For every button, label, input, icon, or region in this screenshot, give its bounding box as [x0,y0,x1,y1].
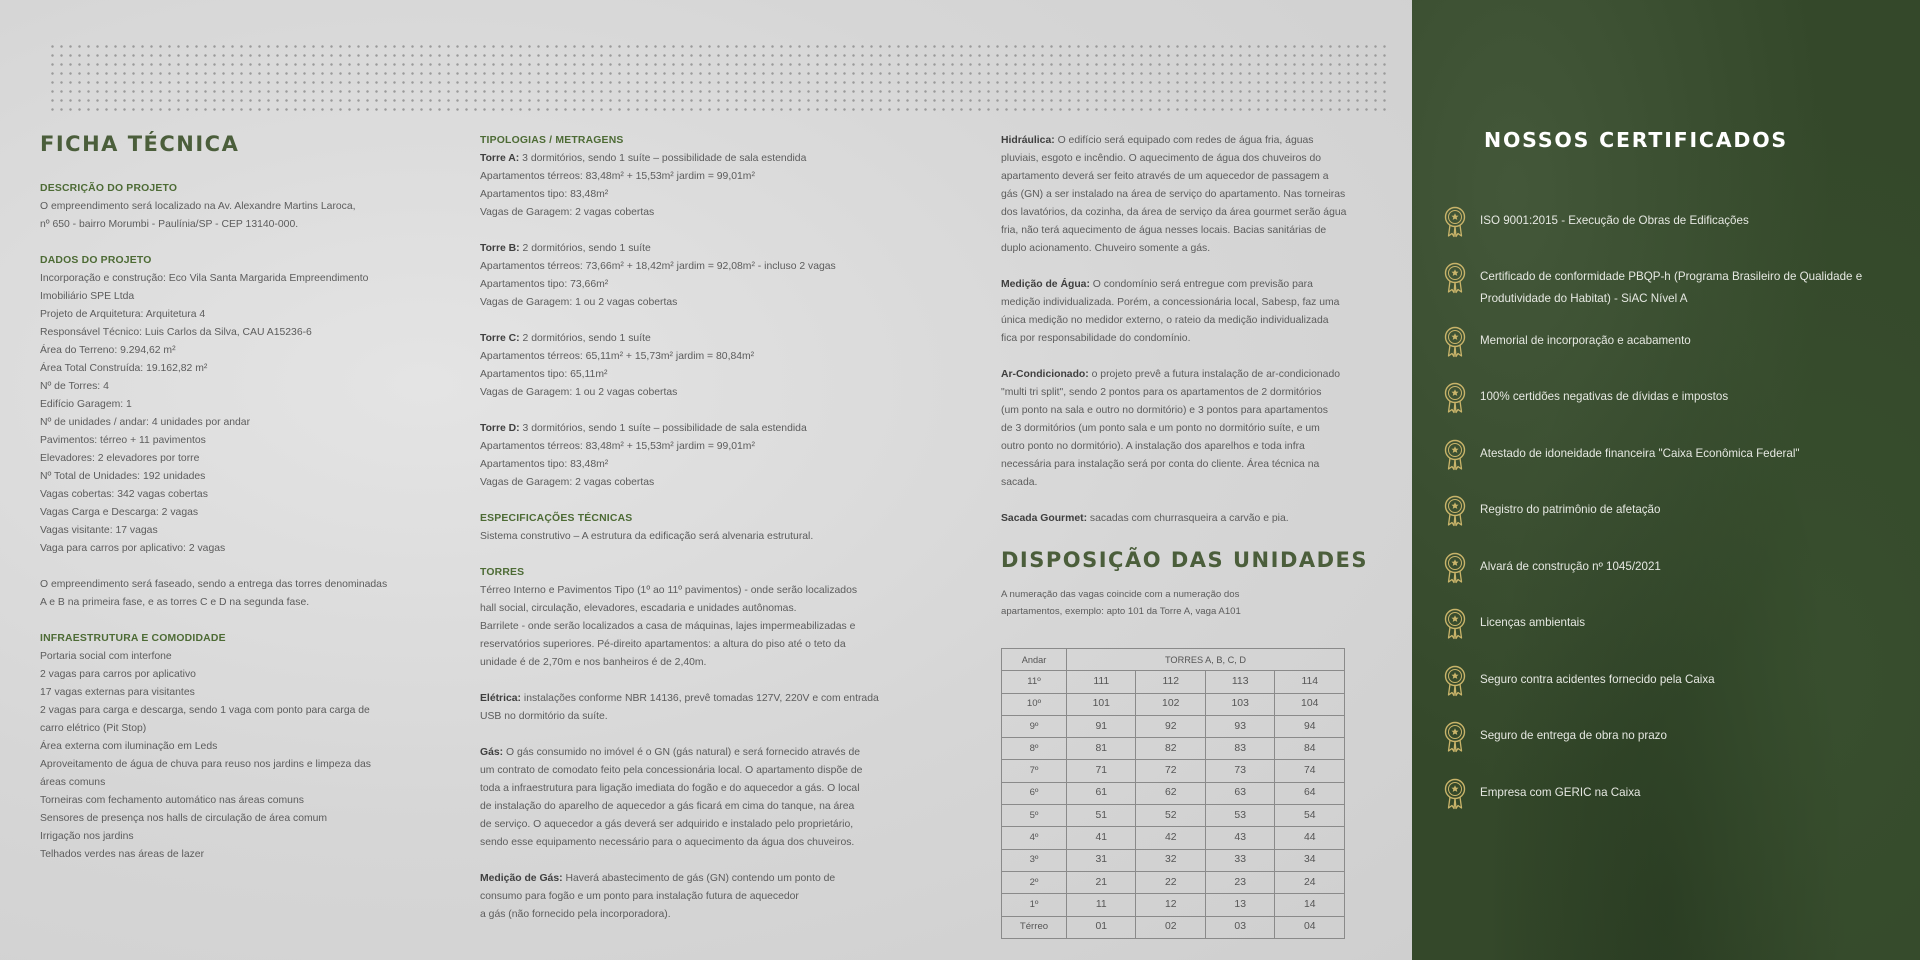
infra-heading: INFRAESTRUTURA E COMODIDADE [40,633,226,644]
dados-item: Projeto de Arquitetura: Arquitetura 4 [40,309,206,320]
eletrica-label: Elétrica: [480,693,522,704]
dados-list [40,270,440,558]
eletrica-text [480,693,879,722]
torres-heading: TORRES [480,567,525,578]
dados-item: Edifício Garagem: 1 [40,399,132,410]
text-line: de instalação do aparelho de aquecedor a gás ficará em cima do tanque, na área [480,801,855,812]
andar-header: Andar [1002,649,1067,671]
torres-tipologias [480,150,930,510]
unit-cell: 83 [1205,738,1274,760]
table-row [1002,805,1345,827]
medal-icon [1444,778,1466,810]
dot-pattern [48,42,1392,114]
disposicao-note: A numeração das vagas coincide com a numeração dos apartamentos, exemplo: apto 101 da Torre A, vaga A101 [1001,589,1241,617]
andar-cell: 9º [1002,715,1067,737]
hidraulica-text [1001,135,1346,254]
table-row [1002,827,1345,849]
certificados-panel [1412,0,1920,960]
torre-detail: Vagas de Garagem: 1 ou 2 vagas cobertas [480,387,678,398]
certificado-item [1444,499,1884,527]
text-line: Haverá abastecimento de gás (GN) contendo um ponto de [562,873,836,884]
unit-cell: 01 [1067,916,1136,938]
gas-label: Gás: [480,747,504,758]
text-line: apartamento deverá ser feito através de um aquecedor de passagem a [1001,171,1329,182]
dados-item: Vagas Carga e Descarga: 2 vagas [40,507,199,518]
medal-icon [1444,665,1466,697]
descricao-text [40,198,440,234]
unit-cell: 113 [1205,671,1274,693]
unit-cell: 82 [1136,738,1205,760]
text-line: nº 650 - bairro Morumbi - Paulínia/SP - CEP 13140-000. [40,219,299,230]
medicao-gas-label: Medição de Gás: [480,873,563,884]
tipologias-column [480,132,930,924]
torres-text [480,582,930,672]
medicao-gas-block [480,870,930,924]
certificado-text: Memorial de incorporação e acabamento [1480,334,1691,347]
faseado-text [40,576,440,612]
unit-cell: 44 [1275,827,1345,849]
dados-item: Imobiliário SPE Ltda [40,291,135,302]
table-row [1002,715,1345,737]
text-line: Barrilete - onde serão localizados a casa de máquinas, lajes impermeabilizadas e [480,621,856,632]
text-line: A e B na primeira fase, e as torres C e D na segunda fase. [40,597,310,608]
unit-cell: 84 [1275,738,1345,760]
torre-description: 2 dormitórios, sendo 1 suíte [519,333,651,344]
certificado-item [1444,443,1884,471]
text-line: hall social, circulação, elevadores, escadaria e unidades autônomas. [480,603,797,614]
ar-text [1001,369,1340,488]
medal-icon [1444,382,1466,414]
infra-item: Área externa com iluminação em Leds [40,741,218,752]
certificado-text: Seguro contra acidentes fornecido pela Caixa [1480,673,1715,686]
unit-cell: 22 [1136,871,1205,893]
unit-cell: 14 [1275,894,1345,916]
units-table [1001,648,1345,939]
torre-description: 2 dormitórios, sendo 1 suíte [519,243,651,254]
text-line: necessária para instalação será por conta do cliente. Área técnica na [1001,459,1320,470]
infra-item: 2 vagas para carga e descarga, sendo 1 vaga com ponto para carga de [40,705,370,716]
sacada-text: sacadas com churrasqueira a carvão e pia. [1087,513,1289,524]
torre-detail: Apartamentos tipo: 83,48m² [480,459,609,470]
infra-item: Torneiras com fechamento automático nas áreas comuns [40,795,304,806]
unit-cell: 51 [1067,805,1136,827]
text-line: duplo acionamento. Chuveiro somente a gás. [1001,243,1211,254]
torre-detail: Vagas de Garagem: 1 ou 2 vagas cobertas [480,297,678,308]
table-row [1002,693,1345,715]
torre-heading [480,240,930,258]
medal-icon [1444,495,1466,527]
text-line: (um ponto na sala e outro no dormitório) e 3 pontos para apartamentos [1001,405,1328,416]
dados-item: Vagas visitante: 17 vagas [40,525,158,536]
andar-cell: 3º [1002,849,1067,871]
torre-detail: Apartamentos tipo: 83,48m² [480,189,609,200]
ficha-tecnica-column [40,132,440,864]
descricao-heading: DESCRIÇÃO DO PROJETO [40,183,178,194]
torre-label: Torre A: [480,153,520,164]
table-row [1002,738,1345,760]
dados-item: Nº de unidades / andar: 4 unidades por andar [40,417,251,428]
torre-detail: Apartamentos térreos: 83,48m² + 15,53m² jardim = 99,01m² [480,441,755,452]
unit-cell: 94 [1275,715,1345,737]
especificacoes-heading: ESPECIFICAÇÕES TÉCNICAS [480,513,633,524]
torre-detail: Apartamentos térreos: 65,11m² + 15,73m² jardim = 80,84m² [480,351,755,362]
text-line: única medição no medidor externo, o rateio da medição individualizada [1001,315,1329,326]
certificado-text: Registro do patrimônio de afetação [1480,503,1661,516]
unit-cell: 102 [1136,693,1205,715]
text-line: unidade é de 2,70m e nos banheiros é de 2,40m. [480,657,707,668]
infra-item: Portaria social com interfone [40,651,172,662]
medal-icon [1444,721,1466,753]
medal-icon [1444,552,1466,584]
sacada-block [1001,510,1393,528]
text-line: sendo esse equipamento necessário para o aquecimento da água dos chuveiros. [480,837,855,848]
certificado-item [1444,782,1884,810]
unit-cell: 111 [1067,671,1136,693]
table-row [1002,782,1345,804]
dados-item: Nº de Torres: 4 [40,381,109,392]
unit-cell: 104 [1275,693,1345,715]
medal-icon [1444,262,1466,294]
infra-item: Sensores de presença nos halls de circulação de área comum [40,813,328,824]
ar-block [1001,366,1393,492]
text-line: instalações conforme NBR 14136, prevê tomadas 127V, 220V e com entrada [521,693,879,704]
unit-cell: 21 [1067,871,1136,893]
infra-item: Aproveitamento de água de chuva para reuso nos jardins e limpeza das [40,759,371,770]
torre-label: Torre B: [480,243,520,254]
infra-item: carro elétrico (Pit Stop) [40,723,147,734]
text-line: a gás (não fornecido pela incorporadora). [480,909,671,920]
text-line: medição individualizada. Porém, a concessionária local, Sabesp, faz uma [1001,297,1340,308]
unit-cell: 43 [1205,827,1274,849]
certificado-text: Atestado de idoneidade financeira "Caixa Econômica Federal" [1480,447,1800,460]
text-line: pluviais, esgoto e incêndio. O aquecimento de água dos chuveiros do [1001,153,1322,164]
unit-cell: 11 [1067,894,1136,916]
unit-cell: 92 [1136,715,1205,737]
torre-label: Torre D: [480,423,520,434]
medicao-agua-block [1001,276,1393,348]
ar-label: Ar-Condicionado: [1001,369,1089,380]
unit-cell: 34 [1275,849,1345,871]
andar-cell: 11º [1002,671,1067,693]
table-row [1002,894,1345,916]
torre-description: 3 dormitórios, sendo 1 suíte – possibilidade de sala estendida [519,423,807,434]
table-row [1002,760,1345,782]
text-line: reservatórios superiores. Pé-direito apartamentos: a altura do piso até o teto da [480,639,846,650]
dados-item: Vaga para carros por aplicativo: 2 vagas [40,543,226,554]
medal-icon [1444,206,1466,238]
text-line: O empreendimento será localizado na Av. Alexandre Martins Laroca, [40,201,356,212]
medal-icon [1444,608,1466,640]
especificacoes-text: Sistema construtivo – A estrutura da edificação será alvenaria estrutural. [480,531,814,542]
certificado-text: ISO 9001:2015 - Execução de Obras de Edificações [1480,214,1749,227]
certificado-item [1444,556,1884,584]
torre-detail: Apartamentos térreos: 73,66m² + 18,42m² jardim = 92,08m² - incluso 2 vagas [480,261,836,272]
unit-cell: 13 [1205,894,1274,916]
unit-cell: 53 [1205,805,1274,827]
unit-cell: 74 [1275,760,1345,782]
sacada-label: Sacada Gourmet: [1001,513,1088,524]
certificado-text: Seguro de entrega de obra no prazo [1480,729,1667,742]
infra-item: Telhados verdes nas áreas de lazer [40,849,205,860]
unit-cell: 24 [1275,871,1345,893]
dados-item: Responsável Técnico: Luis Carlos da Silva, CAU A15236-6 [40,327,312,338]
certificado-item [1444,386,1884,414]
text-line: "multi tri split", sendo 2 pontos para os apartamentos de 2 dormitórios [1001,387,1322,398]
unit-cell: 71 [1067,760,1136,782]
certificado-text: Licenças ambientais [1480,616,1586,629]
andar-cell: 5º [1002,805,1067,827]
torre-detail: Vagas de Garagem: 2 vagas cobertas [480,477,655,488]
table-row [1002,849,1345,871]
certificado-item [1444,210,1884,238]
units-table-header [1002,649,1345,671]
unit-cell: 64 [1275,782,1345,804]
andar-cell: 4º [1002,827,1067,849]
torre-heading [480,420,930,438]
dados-item: Incorporação e construção: Eco Vila Santa Margarida Empreendimento [40,273,369,284]
dados-item: Nº Total de Unidades: 192 unidades [40,471,206,482]
andar-cell: 10º [1002,693,1067,715]
dados-item: Área do Terreno: 9.294,62 m² [40,345,176,356]
unit-cell: 03 [1205,916,1274,938]
torre-description: 3 dormitórios, sendo 1 suíte – possibilidade de sala estendida [519,153,807,164]
hidraulica-label: Hidráulica: [1001,135,1055,146]
text-line: outro ponto no dormitório). A instalação dos aparelhos e toda infra [1001,441,1305,452]
dados-item: Vagas cobertas: 342 vagas cobertas [40,489,208,500]
unit-cell: 101 [1067,693,1136,715]
dados-item: Pavimentos: térreo + 11 pavimentos [40,435,206,446]
medal-icon [1444,326,1466,358]
certificado-item [1444,725,1884,753]
gas-block [480,744,930,852]
torre-heading [480,330,930,348]
text-line: um contrato de comodato feito pela concessionária local. O apartamento dispõe de [480,765,863,776]
text-line: sacada. [1001,477,1038,488]
gas-text [480,747,862,848]
andar-cell: 7º [1002,760,1067,782]
andar-cell: 6º [1002,782,1067,804]
tipologias-heading: TIPOLOGIAS / METRAGENS [480,135,624,146]
unit-cell: 52 [1136,805,1205,827]
table-row [1002,916,1345,938]
text-line: Térreo Interno e Pavimentos Tipo (1º ao 11º pavimentos) - onde serão localizados [480,585,858,596]
unit-cell: 33 [1205,849,1274,871]
unit-cell: 63 [1205,782,1274,804]
infra-item: 2 vagas para carros por aplicativo [40,669,196,680]
page-title: FICHA TÉCNICA [40,132,240,156]
infra-item: áreas comuns [40,777,106,788]
hidraulica-block [1001,132,1393,258]
unit-cell: 93 [1205,715,1274,737]
certificados-title: NOSSOS CERTIFICADOS [1484,128,1788,152]
unit-cell: 112 [1136,671,1205,693]
infra-item: 17 vagas externas para visitantes [40,687,195,698]
certificado-text: Empresa com GERIC na Caixa [1480,786,1641,799]
certificado-item [1444,266,1884,310]
text-line: O edifício será equipado com redes de água fria, águas [1054,135,1314,146]
certificado-item [1444,612,1884,640]
certificado-item [1444,669,1884,697]
infra-list [40,648,440,864]
unit-cell: 103 [1205,693,1274,715]
unit-cell: 81 [1067,738,1136,760]
text-line: O gás consumido no imóvel é o GN (gás natural) e será fornecido através de [503,747,861,758]
torre-detail: Apartamentos tipo: 65,11m² [480,369,608,380]
text-line: toda a infraestrutura para ligação imediata do fogão e do aquecedor a gás. O local [480,783,860,794]
table-row [1002,871,1345,893]
medal-icon [1444,439,1466,471]
andar-cell: 2º [1002,871,1067,893]
unit-cell: 62 [1136,782,1205,804]
text-line: de serviço. O aquecedor a gás deverá ser adquirido e instalado pelo proprietário, [480,819,854,830]
unit-cell: 61 [1067,782,1136,804]
instalacoes-column [1001,132,1393,939]
unit-cell: 54 [1275,805,1345,827]
torre-detail: Vagas de Garagem: 2 vagas cobertas [480,207,655,218]
unit-cell: 04 [1275,916,1345,938]
text-line: consumo para fogão e um ponto para instalação futura de aquecedor [480,891,799,902]
andar-cell: 1º [1002,894,1067,916]
text-line: o projeto prevê a futura instalação de ar-condicionado [1088,369,1341,380]
torre-heading [480,150,930,168]
text-line: O empreendimento será faseado, sendo a entrega das torres denominadas [40,579,388,590]
medicao-agua-label: Medição de Água: [1001,279,1090,290]
certificado-text: Certificado de conformidade PBQP-h (Programa Brasileiro de Qualidade e Produtividade do Habitat) - SiAC Nível A [1480,270,1863,305]
text-line: dos lavatórios, da cozinha, da área de serviço da área gourmet serão água [1001,207,1347,218]
andar-cell: 8º [1002,738,1067,760]
torre-detail: Apartamentos tipo: 73,66m² [480,279,609,290]
unit-cell: 12 [1136,894,1205,916]
certificado-text: Alvará de construção nº 1045/2021 [1480,560,1661,573]
unit-cell: 73 [1205,760,1274,782]
dados-item: Elevadores: 2 elevadores por torre [40,453,200,464]
torres-header: TORRES A, B, C, D [1067,649,1345,671]
text-line: de 3 dormitórios (um ponto sala e um ponto no dormitório suíte, e um [1001,423,1320,434]
text-line: USB no dormitório da suíte. [480,711,608,722]
text-line: fria, não terá aquecimento de água nesses locais. Bacias sanitárias de [1001,225,1327,236]
disposicao-title: DISPOSIÇÃO DAS UNIDADES [1001,548,1369,572]
certificado-item [1444,330,1884,358]
dados-heading: DADOS DO PROJETO [40,255,152,266]
certificado-text: 100% certidões negativas de dívidas e impostos [1480,390,1729,403]
text-line: fica por responsabilidade do condomínio. [1001,333,1191,344]
unit-cell: 91 [1067,715,1136,737]
eletrica-block [480,690,930,726]
unit-cell: 32 [1136,849,1205,871]
unit-cell: 114 [1275,671,1345,693]
text-line: gás (GN) a ser instalado na área de serviço do apartamento. Nas torneiras [1001,189,1346,200]
andar-cell: Térreo [1002,916,1067,938]
text-line: O condomínio será entregue com previsão para [1089,279,1313,290]
torre-detail: Apartamentos térreos: 83,48m² + 15,53m² jardim = 99,01m² [480,171,755,182]
unit-cell: 31 [1067,849,1136,871]
table-row [1002,671,1345,693]
torre-label: Torre C: [480,333,520,344]
unit-cell: 41 [1067,827,1136,849]
unit-cell: 02 [1136,916,1205,938]
dados-item: Área Total Construída: 19.162,82 m² [40,363,208,374]
infra-item: Irrigação nos jardins [40,831,134,842]
unit-cell: 42 [1136,827,1205,849]
unit-cell: 72 [1136,760,1205,782]
unit-cell: 23 [1205,871,1274,893]
